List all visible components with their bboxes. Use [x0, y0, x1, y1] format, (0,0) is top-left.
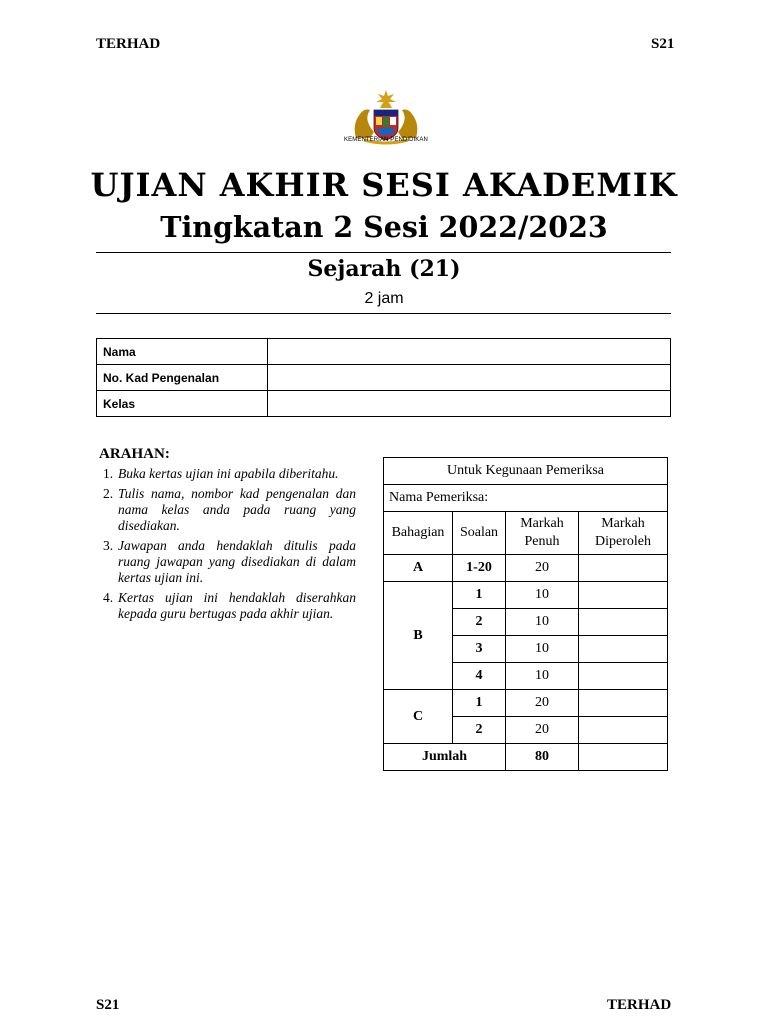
- marks-title-row: [384, 458, 668, 485]
- instruction-number: 2.: [103, 486, 114, 501]
- question-number: 1: [453, 690, 506, 717]
- full-marks: 10: [506, 636, 579, 663]
- footer-right-label: TERHAD: [607, 997, 672, 1013]
- total-obtained-marks-cell[interactable]: [579, 744, 668, 771]
- table-row: [384, 555, 668, 582]
- obtained-marks-cell[interactable]: [579, 690, 668, 717]
- obtained-marks-cell[interactable]: [579, 636, 668, 663]
- column-header-obtained-marks: Markah Diperoleh: [579, 512, 668, 555]
- table-row: [384, 690, 668, 717]
- examiner-table-title: Untuk Kegunaan Pemeriksa: [384, 458, 668, 485]
- instruction-item: [100, 590, 356, 622]
- total-full-marks: 80: [506, 744, 579, 771]
- section-label: A: [384, 555, 453, 582]
- total-label: Jumlah: [384, 744, 506, 771]
- full-marks: 10: [506, 582, 579, 609]
- table-row: [384, 582, 668, 609]
- section-label: B: [384, 582, 453, 690]
- instruction-item: [100, 538, 356, 586]
- question-number: 3: [453, 636, 506, 663]
- exam-subtitle: Tingkatan 2 Sesi 2022/2023: [160, 210, 608, 244]
- obtained-marks-cell[interactable]: [579, 555, 668, 582]
- student-info-row: [97, 365, 671, 391]
- title-divider-bottom: [96, 313, 671, 314]
- instruction-number: 4.: [103, 590, 114, 605]
- question-number: 2: [453, 717, 506, 744]
- column-header-question: Soalan: [453, 512, 506, 555]
- exam-duration: 2 jam: [364, 290, 404, 307]
- name-field[interactable]: [268, 339, 671, 365]
- total-row: [384, 744, 668, 771]
- column-header-full-marks: Markah Penuh: [506, 512, 579, 555]
- student-info-label: Kelas: [97, 391, 268, 417]
- student-info-table: [96, 338, 671, 417]
- student-info-label: No. Kad Pengenalan: [97, 365, 268, 391]
- obtained-marks-cell[interactable]: [579, 582, 668, 609]
- instruction-text: Tulis nama, nombor kad pengenalan dan nama kelas anda pada ruang yang disediakan.: [118, 486, 356, 533]
- obtained-marks-cell[interactable]: [579, 609, 668, 636]
- question-number: 4: [453, 663, 506, 690]
- class-field[interactable]: [268, 391, 671, 417]
- instructions-title: ARAHAN:: [99, 446, 170, 462]
- instruction-number: 3.: [103, 538, 114, 553]
- instruction-text: Jawapan anda hendaklah ditulis pada ruang jawapan yang disediakan di dalam kertas ujian ini.: [118, 538, 356, 585]
- header-right-code: S21: [651, 36, 675, 52]
- exam-title: UJIAN AKHIR SESI AKADEMIK: [90, 166, 678, 204]
- instruction-text: Buka kertas ujian ini apabila diberitahu.: [118, 466, 339, 481]
- marks-header-row: [384, 512, 668, 555]
- footer-left-code: S21: [96, 997, 120, 1013]
- question-number: 1-20: [453, 555, 506, 582]
- examiner-name-label[interactable]: Nama Pemeriksa:: [384, 485, 668, 512]
- question-number: 1: [453, 582, 506, 609]
- column-header-section: Bahagian: [384, 512, 453, 555]
- full-marks: 20: [506, 690, 579, 717]
- instruction-item: [100, 466, 356, 482]
- student-info-row: [97, 391, 671, 417]
- examiner-name-row: [384, 485, 668, 512]
- instructions-list: [100, 466, 356, 626]
- full-marks: 20: [506, 555, 579, 582]
- student-info-row: [97, 339, 671, 365]
- question-number: 2: [453, 609, 506, 636]
- instruction-number: 1.: [103, 466, 114, 481]
- full-marks: 10: [506, 663, 579, 690]
- section-label: C: [384, 690, 453, 744]
- examiner-marks-table: [383, 457, 668, 771]
- header-left-label: TERHAD: [96, 36, 161, 52]
- full-marks: 20: [506, 717, 579, 744]
- obtained-marks-cell[interactable]: [579, 663, 668, 690]
- ic-number-field[interactable]: [268, 365, 671, 391]
- instruction-item: [100, 486, 356, 534]
- ministry-caption: KEMENTERIAN PENDIDIKAN: [344, 137, 428, 143]
- instruction-text: Kertas ujian ini hendaklah diserahkan kepada guru bertugas pada akhir ujian.: [118, 590, 356, 621]
- full-marks: 10: [506, 609, 579, 636]
- student-info-label: Nama: [97, 339, 268, 365]
- title-divider-top: [96, 252, 671, 253]
- subject-title: Sejarah (21): [307, 256, 461, 282]
- obtained-marks-cell[interactable]: [579, 717, 668, 744]
